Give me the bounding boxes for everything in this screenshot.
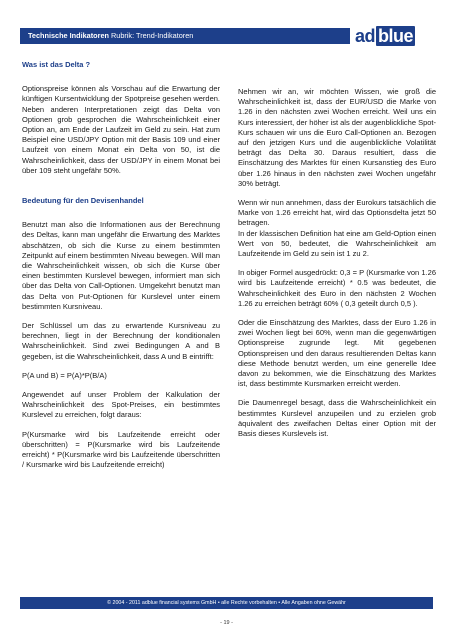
paragraph: In der klassischen Definition hat eine am Geld-Option einen Wert von 50, bedeutet, die Wahrscheinlichkeit am Laufzeitende im Geld zu sein ist 1 zu 2. xyxy=(238,228,436,259)
paragraph: Benutzt man also die Informationen aus der Berechnung des Deltas, kann man ungefähr die Erwartung des Marktes abschätzen, ob sich die Kurse zu einem bestimmten Zeitpunkt auf einem bestimmten Niveau bewegen. Will man die Wahrscheinlichkeit wissen, ob sich die Kurse über einen bestimmten Kurslevel bewegen, informiert man sich über das Delta von Call-Optionen. Umgekehrt benutzt man das Delta von Put-Optionen für Kurslevel unter einem bestimmten Kursniveau. xyxy=(22,220,220,311)
page-header xyxy=(0,0,453,46)
formula: P(A und B) = P(A)*P(B/A) xyxy=(22,370,107,380)
paragraph: Wenn wir nun annehmen, dass der Eurokurs tatsächlich die Marke von 1.26 erreicht hat, wird das Optionsdelta jetzt 50 betragen. xyxy=(238,198,436,228)
paragraph: Optionspreise können als Vorschau auf die Erwartung der künftigen Kursentwicklung der Spotpreise gesehen werden. Neben anderen Interpretationen zeigt das Delta von Optionen grob gesprochen die Wahrscheinlichkeit einer Option an, am Ende der Laufzeit im Geld zu sein. Hat zum Beispiel eine USD/JPY Option mit der Basis 109 und einer Laufzeit von einem Monat ein Delta von 50, ist die Wahrscheinlichkeit, dass der USD/JPY in einem Monat bei über 109 steht ungefähr 50%. xyxy=(22,84,220,175)
adblue-logo xyxy=(355,26,415,46)
header-bar xyxy=(20,28,350,44)
paragraph: Oder die Einschätzung des Marktes, dass der Euro 1.26 in zwei Wochen liegt bei 60%, wenn man die gegenwärtigen Optionspreise zugrunde legt. Mit gegebenen Optionspreisen und den daraus resultierenden Deltas kann diese Methode benutzt werden, um eine generelle Idee davon zu bekommen, wie die Einschätzung des Marktes ist, dass bestimmte Kursmarken erreicht werden. xyxy=(238,318,436,389)
paragraph: Nehmen wir an, wir möchten Wissen, wie groß die Wahrscheinlichkeit ist, dass der EUR/USD die Marke von 1.26 in den nächsten zwei Wochen erreicht. Weil uns ein Kurs interessiert, der höher ist als der augenblickliche Spot-Kurs schauen wir uns die Euro Call-Optionen an. Bezogen auf den jetzigen Kurs und die augenblickliche Volatilität beträgt das Delta 30. Daraus resultiert, dass die Einschätzung des Marktes für einen Kursanstieg des Euro über 1.26 hinaus in den nächsten zwei Wochen ungefähr 30% beträgt. xyxy=(238,87,437,188)
rubric-label: Rubrik: Trend-Indikatoren xyxy=(111,31,194,40)
paragraph: In obiger Formel ausgedrückt: 0,3 = P (Kursmarke von 1.26 wird bis Laufzeitende erreicht) * 0.5 was bedeutet, die Wahrscheinlichkeit des Euro in den nächsten 2 Wochen 1.26 zu erreichen beträgt 60% ( 0,3 geteilt durch 0,5 ). xyxy=(238,268,436,308)
footer-copyright: © 2004 - 2011 adblue financial systems GmbH • alle Rechte vorbehalten • Alle Angaben ohne Gewähr xyxy=(20,597,433,609)
page-number: - 19 - xyxy=(220,620,233,626)
logo-blue: blue xyxy=(378,26,414,46)
paragraph: Der Schlüssel um das zu erwartende Kursniveau zu berechnen, liegt in der Berechnung der konditionalen Wahrscheinlichkeit. Sind zwei Bedingungen A and B gegeben, ist die Wahrscheinlichkeit, dass A und B eintrifft: xyxy=(22,321,220,361)
heading-delta: Was ist das Delta ? xyxy=(22,60,91,69)
paragraph: Die Daumenregel besagt, dass die Wahrscheinlichkeit ein bestimmtes Kurslevel anzupeilen und zu erzielen grob äquivalent des zweifachen Deltas einer Option mit der Basis dieses Kurslevels ist. xyxy=(238,398,436,439)
paragraph: Angewendet auf unser Problem der Kalkulation der Wahrscheinlichkeit des Spot-Preises, ein bestimmtes Kurslevel zu erreichen, folgt daraus: xyxy=(22,390,220,420)
logo-ad: ad xyxy=(355,26,376,46)
section-title: Technische Indikatoren xyxy=(28,31,109,40)
left-column xyxy=(22,60,220,480)
paragraph: P(Kursmarke wird bis Laufzeitende erreicht oder überschritten) = P(Kursmarke wird bis Laufzeitende erreicht) * P(Kursmarke wird bis Laufzeitende überschritten / Kursmarke wird bis Laufzeitende erreicht) xyxy=(22,429,220,470)
heading-devisenhandel: Bedeutung für den Devisenhandel xyxy=(22,196,144,206)
right-column xyxy=(238,87,436,448)
